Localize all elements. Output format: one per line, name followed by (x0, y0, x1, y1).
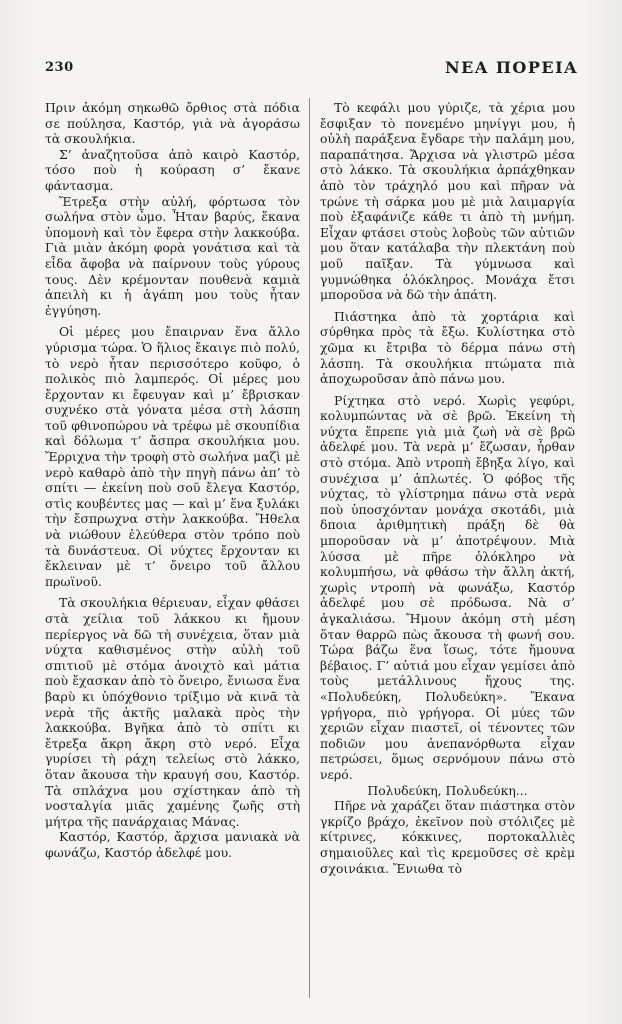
paragraph: Καστόρ, Καστόρ, ἄρχισα μανιακὰ νὰ φωνάζω, Καστόρ ἀδελφέ μου. (45, 829, 300, 860)
paragraph: Πῆρε νὰ χαράζει ὅταν πιάστηκα στὸν γκρίζο βράχο, ἐκεῖνον ποὺ στόλιζες μὲ κίτρινες, κόκκινες, πορτοκαλλιὲς σημαιοῦλες καὶ τὶς κρεμοῦσες σὲ κρὲμ σχοινάκια. Ἔνιωθα τὸ (320, 798, 575, 876)
paragraph: Τὰ σκουλήκια θέριευαν, εἶχαν φθάσει στὰ χείλια τοῦ λάκκου κι ἤμουν περίεργος νὰ δῶ τὴ συνέχεια, ὅταν μιὰ νύχτα καθισμένος στὴν αὐλὴ τοῦ σπιτιοῦ μὲ στόμα ἀνοιχτὸ καὶ μάτια ποὺ ἔχασκαν ἀπὸ τὸ ὄνειρο, ἔνιωσα ἕνα βαρὺ κι ὑπόχθονιο τρίξιμο νὰ κινᾶ τὰ νερὰ τῆς ἀκτῆς μαλακὰ πρὸς τὴν λακκούβα. Βγῆκα ἀπὸ τὸ σπίτι κι ἔτρεξα ἄκρη ἄκρη στὸ νερό. Εἶχα γυρίσει τὴ ράχη τελείως στὸ λάκκο, ὅταν ἄκουσα τὴν κραυγή σου, Καστόρ. Τὰ σπλάχνα μου σχίστηκαν ἀπὸ τὴ νοσταλγία μιᾶς χαμένης ζωῆς στὴ μήτρα τῆς πανάρχαιας Μάνας. (45, 595, 300, 829)
paragraph: Οἱ μέρες μου ἔπαιρναν ἕνα ἄλλο γύρισμα τώρα. Ὁ ἥλιος ἔκαιγε πιὸ πολύ, τὸ νερὸ ἦταν περισσότερο κοῦφο, ὁ πολικὸς πιὸ λαμπερός. Οἱ μέρες μου ἔρχονταν κι ἔφευγαν καὶ μ’ ἔβρισκαν συχνέκο στὰ γόνατα μέσα στὴ λάσπη τοῦ φθινοπώρου νὰ τρέφω μὲ σκουπίδια καὶ δόλωμα τ’ ἄσπρα σκουλήκια μου. Ἔρριχνα τὴν τροφὴ στὸ σωλήνα μαζὶ μὲ νερὸ καθαρὸ ἀπὸ τὴν πηγὴ πάνω ἀπ’ τὸ σπίτι — ἐκείνη ποὺ σοῦ ἔλεγα Καστόρ, στὶς κουβέντες μας — καὶ μ’ ἕνα ξυλάκι τὴν ἔσπρωχνα στὴν λακκούβα. Ἤθελα νὰ νιώθουν ἐλεύθερα στὸν τρόπο ποὺ τὰ δυνάστευα. Οἱ νύχτες ἔρχονταν κι ἔκλειναν μὲ τ’ ὄνειρο τοῦ ἄλλου πρωϊνοῦ. (45, 324, 300, 589)
paragraph: Σ’ ἀναζητοῦσα ἀπὸ καιρὸ Καστόρ, τόσο ποὺ ἡ κούραση σ’ ἔκανε φάντασμα. (45, 146, 300, 193)
paragraph: Πιάστηκα ἀπὸ τὰ χορτάρια καὶ σύρθηκα πρὸς τὰ ἔξω. Κυλίστηκα στὸ χῶμα κι ἔτριβα τὸ δέρμα πάνω στὴ λάσπη. Τὰ σκουλήκια πτώματα πιὰ ἀποχωροῦσαν ἀπὸ πάνω μου. (320, 308, 575, 387)
page-number: 230 (45, 60, 74, 75)
journal-title: ΝΕΑ ΠΟΡΕΙΑ (445, 58, 578, 77)
paragraph: Ρίχτηκα στὸ νερό. Χωρὶς γεφύρι, κολυμπώντας νὰ σὲ βρῶ. Ἐκείνη τὴ νύχτα ἔπρεπε γιὰ μιὰ ζωὴ νὰ σὲ βρῶ ἀδελφέ μου. Τὰ νερὰ μ’ ἔζωσαν, ἦρθαν στὸ στόμα. Ἀπὸ ντροπὴ ἔβηξα λίγο, καὶ συνέχισα μ’ ἀπλωτές. Ὁ φόβος τῆς νύχτας, τὸ γλίστρημα πάνω στὰ νερὰ ποὺ ὑποσχόνταν μονάχα σκοτάδι, μιὰ δποια ἀριθμητικὴ πράξη δὲ θὰ μποροῦσαν νὰ μ’ ἀποτρέψουν. Μιὰ λύσσα μὲ πῆρε ὁλόκληρο νὰ κολυμπήσω, νὰ φθάσω τὴν ἄλλη ἀκτή, χωρὶς ντροπὴ νὰ φωνάξω, Καστόρ ἀδελφέ μου σὲ πρόδωσα. Νὰ σ’ ἀγκαλιάσω. Ἤμουν ἀκόμη στὴ μέση ὅταν θαρρῶ πὼς ἄκουσα τὴ φωνή σου. Τώρα βάζω ἕνα ἴσως, τότε ἤμουνα βέβαιος. Γ’ αὐτιά μου εἶχαν γεμίσει ἀπὸ τοὺς μετάλλινους ἤχους της. «Πολυδεύκη, Πολυδεύκη». Ἔκανα γρήγορα, πιὸ γρήγορα. Οἱ μύες τῶν χεριῶν εἶχαν πιαστεῖ, οἱ τένοντες τῶν ποδιῶν μου ἀνεπανόρθωτα εἶχαν πετρώσει, ὅμως σερνόμουν πάνω στὸ νερό. (320, 392, 575, 782)
left-text-column (45, 100, 300, 1005)
right-text-column (320, 100, 575, 1005)
paragraph: Πριν ἀκόμη σηκωθῶ ὄρθιος στὰ πόδια σε πούλησα, Καστόρ, γιὰ νὰ ἀγοράσω τὰ σκουλήκια. (45, 100, 300, 147)
paragraph: Ἔτρεξα στὴν αὐλή, φόρτωσα τὸν σωλήνα στὸν ὦμο. Ἦταν βαρύς, ἔκανα ὑπομονὴ καὶ τὸν ἔφερα στὴν λακκούβα. Γιὰ μιὰν ἀκόμη φορὰ γονάτισα καὶ τὰ εἶδα ἄφοβα νὰ παίρνουν τοὺς γύρους τους. Δὲν κρέμονταν πουθενὰ καμιὰ ἀπειλὴ κι ἡ ἀγάπη μου τοὺς ἦταν ἐγγύηση. (45, 193, 300, 318)
paragraph: Τὸ κεφάλι μου γύριζε, τὰ χέρια μου ἔσφιξαν τὸ πονεμένο μηνίγγι μου, ἡ οὐλὴ παράξενα ἔγδαρε τὴν παλάμη μου, παραπάτησα. Ἄρχισα νὰ γλιστρῶ μέσα στὸ λάκκο. Τὰ σκουλήκια ἁρπάχθηκαν ἀπὸ τὸν τράχηλό μου καὶ πῆραν νὰ τρώνε τὴ σάρκα μου μὲ μιὰ λαιμαργία ποὺ ἐξαφάνιζε κάθε τι ἀπὸ τὴ μνήμη. Εἶχαν φτάσει στοὺς λοβοὺς τῶν αὐτιῶν μου ὅταν κατάλαβα τὴν πλεκτάνη ποὺ μοῦ παῖξαν. Τὰ γύμνωσα καὶ γυμνώθηκα ὁλόκληρος. Μονάχα ἔτσι μποροῦσα νὰ δῶ τὴν ἀπάτη. (320, 100, 575, 303)
column-divider (309, 98, 310, 998)
paragraph-centered: Πολυδεύκη, Πολυδεύκη... (367, 782, 528, 798)
